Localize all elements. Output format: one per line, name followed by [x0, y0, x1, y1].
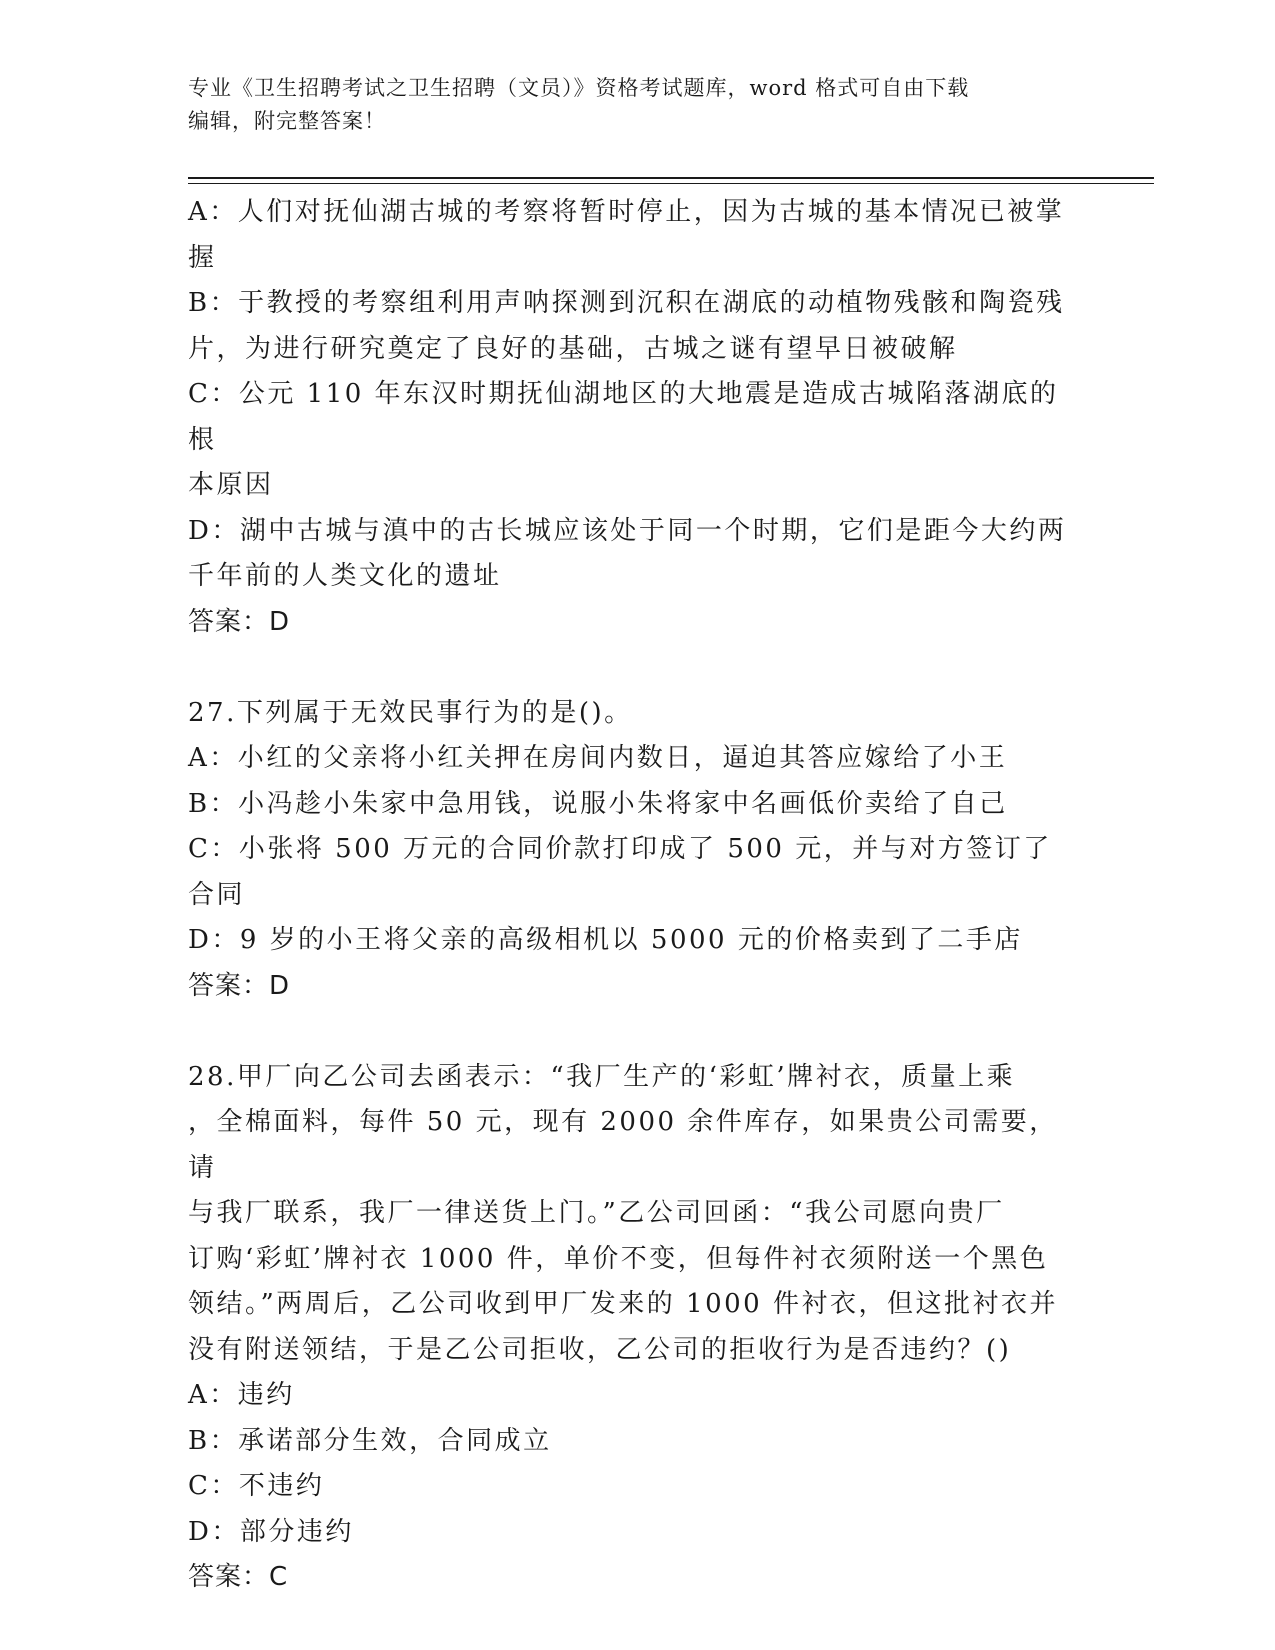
question-line: 订购‘彩虹’牌衬衣 1000 件，单价不变，但每件衬衣须附送一个黑色 [188, 1243, 1049, 1274]
option-line: C：公元 110 年东汉时期抚仙湖地区的大地震是造成古城陷落湖底的根 [188, 379, 1059, 455]
option-d: D：部分违约 [188, 1516, 354, 1547]
option-line: B：于教授的考察组利用声呐探测到沉积在湖底的动植物残骸和陶瓷残 [188, 288, 1065, 318]
question-line: 领结。”两周后，乙公司收到甲厂发来的 1000 件衬衣，但这批衬衣并 [188, 1289, 1058, 1319]
question-text: 27.下列属于无效民事行为的是()。 [188, 697, 633, 728]
question-line: 没有附送领结，于是乙公司拒收，乙公司的拒收行为是否违约？() [188, 1334, 1012, 1365]
question-27 [188, 691, 1078, 1010]
question-line: 与我厂联系，我厂一律送货上门。”乙公司回函：“我公司愿向贵厂 [188, 1198, 1005, 1228]
question-line: ，全棉面料，每件 50 元，现有 2000 余件库存，如果贵公司需要，请 [188, 1107, 1058, 1183]
option-a [188, 190, 1078, 281]
answer-label: 答案：D [188, 606, 291, 637]
document-header [188, 72, 1088, 138]
option-line: 千年前的人类文化的遗址 [188, 561, 502, 591]
option-line: A：人们对抚仙湖古城的考察将暂时停止，因为古城的基本情况已被掌 [188, 197, 1065, 227]
answer-label: 答案：D [188, 970, 291, 1001]
option-line: D：湖中古城与滇中的古长城应该处于同一个时期，它们是距今大约两 [188, 515, 1067, 546]
option-b: B：承诺部分生效，合同成立 [188, 1425, 552, 1456]
option-c [188, 372, 1078, 509]
answer-label: 答案：C [188, 1562, 289, 1592]
spacer [188, 1009, 1078, 1055]
question-line: 28.甲厂向乙公司去函表示：“我厂生产的‘彩虹’牌衬衣，质量上乘 [188, 1061, 1016, 1092]
option-b: B：小冯趁小朱家中急用钱，说服小朱将家中名画低价卖给了自己 [188, 788, 1008, 819]
option-d: D：9 岁的小王将父亲的高级相机以 5000 元的价格卖到了二手店 [188, 925, 1023, 955]
option-d [188, 509, 1078, 600]
option-c: C：不违约 [188, 1471, 325, 1501]
question-26 [188, 190, 1078, 645]
header-divider-thick [188, 177, 1154, 179]
option-line: 片，为进行研究奠定了良好的基础，古城之谜有望早日被破解 [188, 333, 958, 364]
question-28 [188, 1055, 1078, 1601]
question-text [188, 1055, 1078, 1374]
spacer [188, 645, 1078, 691]
header-line-1: 专业《卫生招聘考试之卫生招聘（文员）》资格考试题库，word 格式可自由下载 [188, 76, 970, 100]
option-b [188, 281, 1078, 372]
option-a: A：违约 [188, 1380, 295, 1410]
header-divider-thin [188, 183, 1154, 184]
header-line-2: 编辑，附完整答案！ [188, 109, 386, 133]
question-list [188, 190, 1078, 1601]
option-line: 本原因 [188, 470, 274, 500]
option-line: 握 [188, 242, 217, 273]
option-c: C：小张将 500 万元的合同价款打印成了 500 元，并与对方签订了合同 [188, 834, 1052, 910]
option-a: A：小红的父亲将小红关押在房间内数日，逼迫其答应嫁给了小王 [188, 743, 1008, 773]
